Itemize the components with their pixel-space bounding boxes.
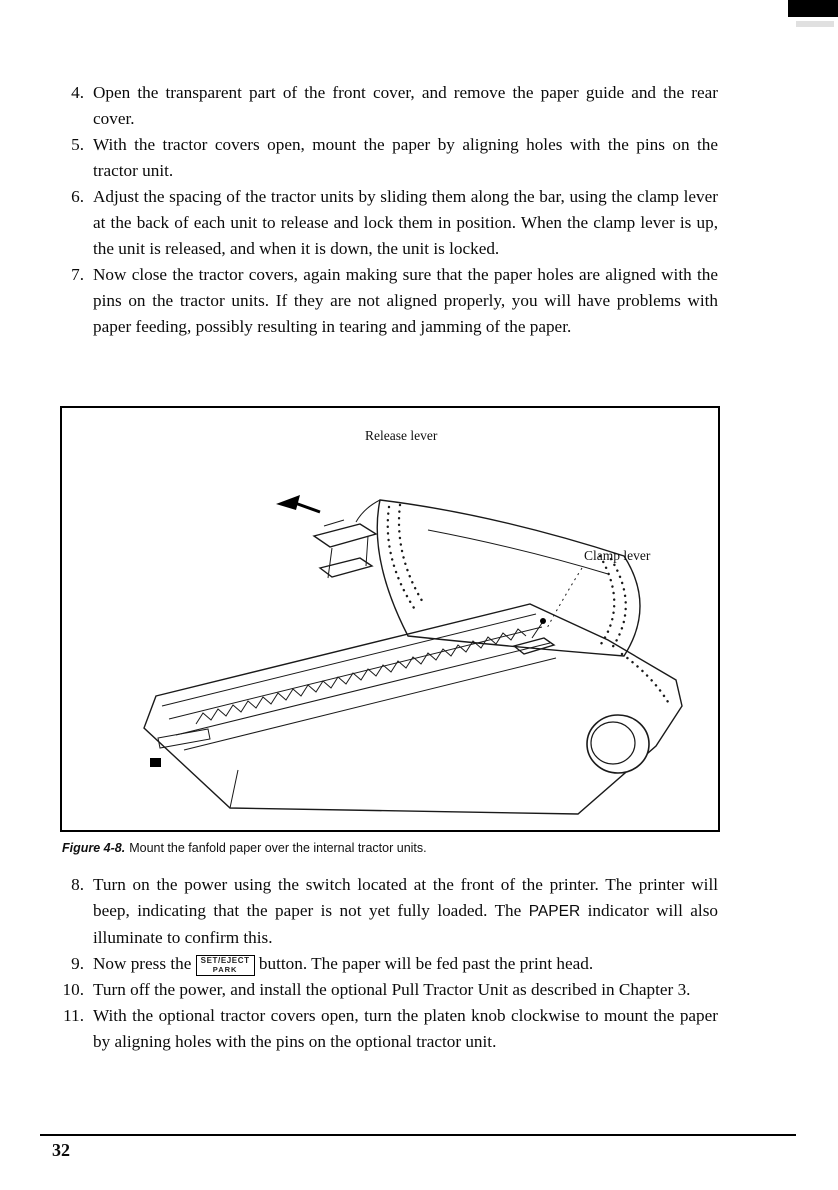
step-item [58, 951, 718, 977]
step-text-pre: Turn on the power using the switch located at the front of the printer. The printer will beep, indicating that the paper is not yet fully loaded. The [93, 875, 718, 920]
release-lever-arrow-shaft [295, 503, 320, 512]
printer-body [144, 604, 682, 814]
step-number: 6. [71, 187, 84, 206]
step-text: With the optional tractor covers open, turn the platen knob clockwise to mount the paper by aligning holes with the pins on the optional tractor unit. [93, 1006, 718, 1051]
instructions-top [58, 80, 718, 340]
step-item [58, 262, 718, 340]
clamp-lever-label: Clamp lever [584, 548, 651, 563]
step-number: 10. [62, 980, 84, 999]
step-number: 4. [71, 83, 84, 102]
step-item [58, 872, 718, 951]
figure-caption-text: Mount the fanfold paper over the internal tractor units. [129, 841, 427, 855]
step-item [58, 80, 718, 132]
footer-rule [40, 1134, 796, 1136]
left-tractor-unit [314, 520, 376, 578]
step-text-post: button. The paper will be fed past the print head. [254, 954, 594, 973]
paper-indicator-label: PAPER [528, 903, 581, 920]
step-item [58, 132, 718, 184]
step-text: Open the transparent part of the front cover, and remove the paper guide and the rear cover. [93, 83, 718, 128]
step-text: Now close the tractor covers, again making sure that the paper holes are aligned with the pins on the tractor units. If they are not aligned properly, you will have problems with paper feeding, possibly resulting in tearing and jamming of the paper. [93, 265, 718, 336]
clamp-label-leader [546, 568, 582, 630]
release-lever-label: Release lever [365, 428, 438, 443]
step-text: Adjust the spacing of the tractor units by sliding them along the bar, using the clamp lever at the back of each unit to release and lock them in position. When the clamp lever is up, the unit is released, and when it is down, the unit is locked. [93, 187, 718, 258]
step-number: 5. [71, 135, 84, 154]
instructions-bottom [58, 872, 718, 1055]
step-item [58, 1003, 718, 1055]
page-number: 32 [52, 1140, 70, 1160]
set-eject-park-key [196, 955, 255, 976]
step-number: 8. [71, 875, 84, 894]
figure-caption [62, 841, 738, 855]
figure-box [60, 406, 720, 832]
step-text: With the tractor covers open, mount the paper by aligning holes with the pins on the tractor unit. [93, 135, 718, 180]
step-number: 7. [71, 265, 84, 284]
figure-caption-title: Figure 4-8. [62, 841, 126, 855]
scan-smudge [796, 21, 834, 27]
page-corner-mark [788, 0, 838, 17]
printer-illustration [62, 408, 718, 830]
platen-knob [587, 715, 649, 773]
step-number: 11. [63, 1006, 84, 1025]
step-number: 9. [71, 954, 84, 973]
key-label-top: SET/EJECT [200, 956, 250, 965]
step-text: Turn off the power, and install the optional Pull Tractor Unit as described in Chapter 3. [93, 980, 691, 999]
step-text-post: indicator will also illuminate to confirm this. [93, 901, 718, 947]
step-text [93, 872, 718, 951]
step-text [93, 951, 718, 977]
step-text-pre: Now press the [93, 954, 196, 973]
key-label-bottom: PARK [212, 965, 238, 974]
step-item [58, 977, 718, 1003]
fanfold-paper [356, 500, 668, 702]
step-item [58, 184, 718, 262]
